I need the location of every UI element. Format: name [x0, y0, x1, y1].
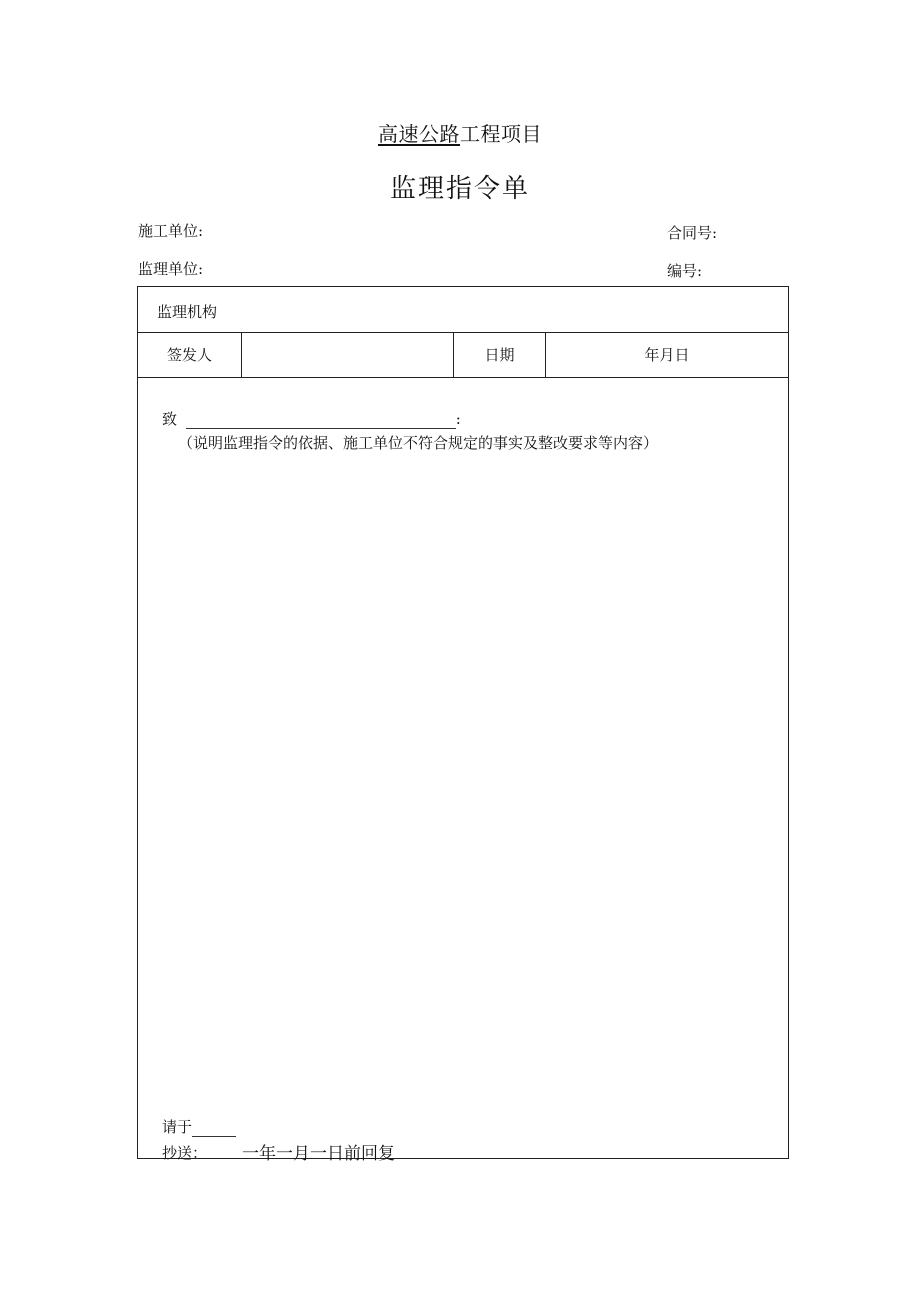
page-title: 监理指令单	[389, 174, 530, 204]
addressee-line	[162, 408, 461, 429]
instruction-note: （说明监理指令的依据、施工单位不符合规定的事实及整改要求等内容）	[178, 434, 659, 452]
reply-blank[interactable]	[192, 1122, 236, 1137]
to-colon: :	[455, 410, 461, 428]
serial-number-label: 编号:	[667, 262, 703, 280]
supervisor-label: 监理单位:	[138, 260, 204, 278]
project-title-rest: 工程项目	[460, 122, 542, 146]
reply-label: 请于	[162, 1118, 193, 1136]
org-label: 监理机构	[157, 303, 218, 321]
to-label: 致	[162, 410, 178, 428]
date-label: 日期	[454, 333, 546, 377]
signer-field[interactable]	[242, 333, 454, 377]
cc-label: 抄送：	[162, 1144, 208, 1162]
org-row	[138, 287, 788, 333]
signer-row	[138, 333, 788, 378]
project-title-underlined: 高速公路	[378, 122, 460, 146]
reply-deadline: 一年一月一日前回复	[242, 1144, 395, 1164]
reply-line	[162, 1116, 236, 1137]
project-title	[0, 118, 920, 147]
addressee-blank[interactable]	[186, 414, 456, 429]
contract-number-label: 合同号:	[667, 224, 718, 242]
date-field[interactable]: 年月日	[644, 346, 690, 364]
signer-label: 签发人	[138, 333, 242, 377]
contractor-label: 施工单位:	[138, 222, 204, 240]
instruction-form	[137, 286, 789, 1164]
